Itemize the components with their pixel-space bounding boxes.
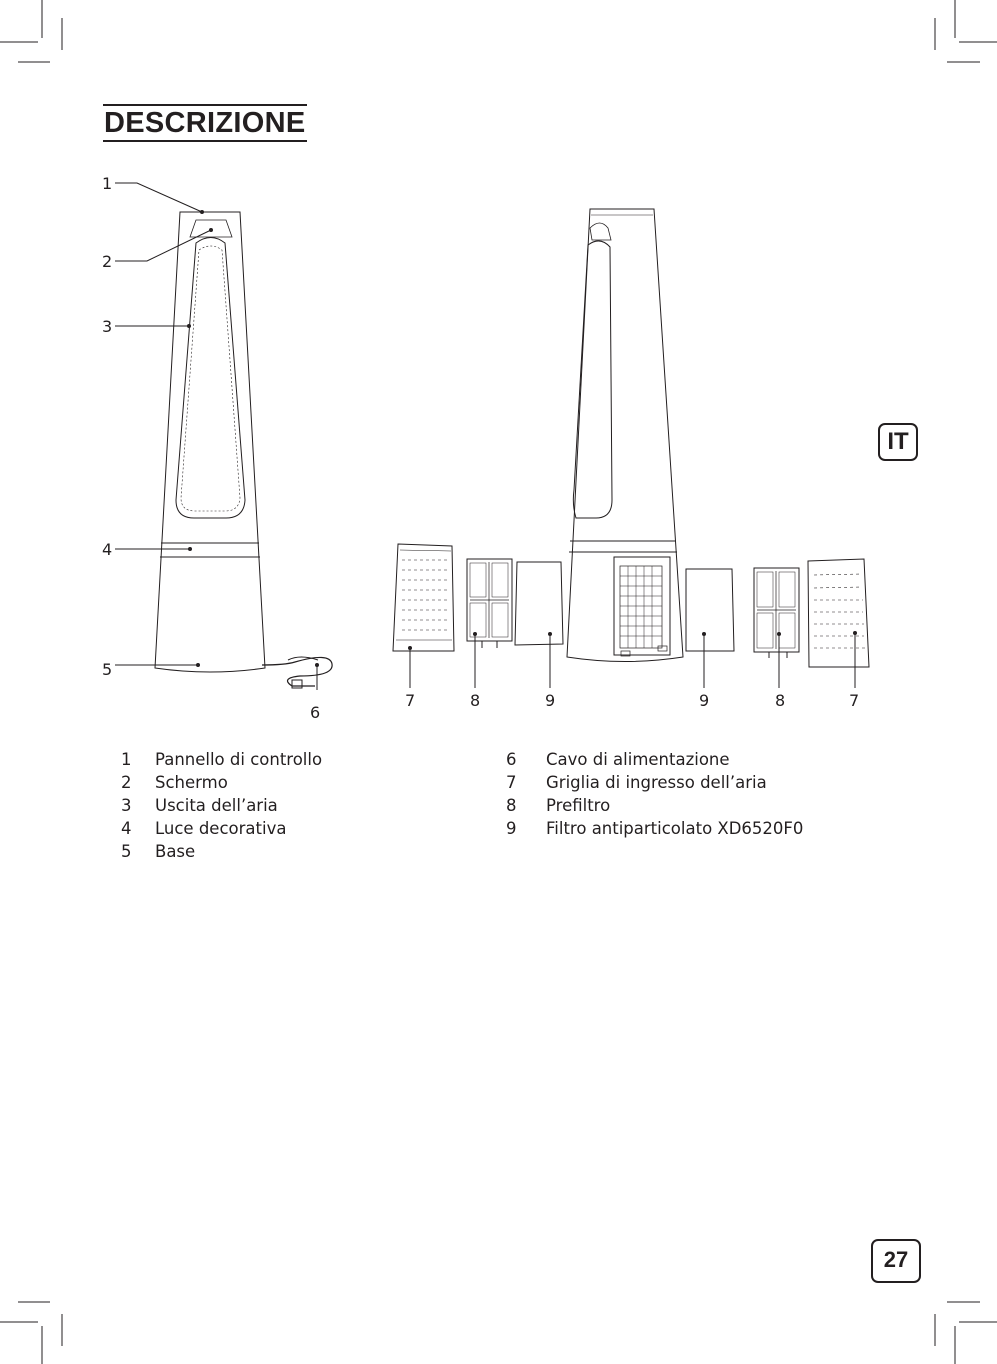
- callout-3: 3: [102, 317, 113, 336]
- intake-grille-right: [808, 559, 869, 667]
- callout-9-right: 9: [699, 691, 710, 710]
- legend-item: [506, 771, 803, 794]
- legend-number: 1: [121, 750, 132, 769]
- legend-label: Schermo: [155, 773, 228, 792]
- legend-number: 2: [121, 773, 132, 792]
- callout-4: 4: [102, 540, 113, 559]
- legend-number: 5: [121, 842, 132, 861]
- legend-right: [506, 748, 803, 840]
- callout-7-left: 7: [405, 691, 416, 710]
- particle-filter-right: [686, 569, 734, 651]
- legend-item: [121, 817, 322, 840]
- legend-number: 9: [506, 819, 517, 838]
- legend-label: Filtro antiparticolato XD6520F0: [546, 819, 804, 838]
- callout-8-left: 8: [470, 691, 481, 710]
- legend-item: [506, 748, 803, 771]
- legend-item: [506, 794, 803, 817]
- legend-number: 4: [121, 819, 132, 838]
- callout-9-left: 9: [545, 691, 556, 710]
- legend-item: [121, 748, 322, 771]
- legend-number: 3: [121, 796, 132, 815]
- legend-item: [121, 794, 322, 817]
- legend-number: 7: [506, 773, 517, 792]
- page-title: DESCRIZIONE: [103, 104, 307, 142]
- legend-left: [121, 748, 322, 863]
- prefilter-right: [754, 568, 799, 658]
- callout-5: 5: [102, 660, 113, 679]
- legend-number: 8: [506, 796, 517, 815]
- callout-8-right: 8: [775, 691, 786, 710]
- callout-7-right: 7: [849, 691, 860, 710]
- legend-label: Pannello di controllo: [155, 750, 323, 769]
- page-number: 27: [871, 1239, 921, 1283]
- language-tab: IT: [878, 423, 918, 461]
- callout-2: 2: [102, 252, 113, 271]
- legend-label: Griglia di ingresso dell’aria: [546, 773, 767, 792]
- intake-grille-left: [393, 544, 454, 651]
- tower-front-view: [155, 212, 332, 688]
- legend-item: [121, 771, 322, 794]
- legend-number: 6: [506, 750, 517, 769]
- legend-label: Uscita dell’aria: [155, 796, 278, 815]
- legend-label: Base: [155, 842, 196, 861]
- leader-dots: [187, 210, 857, 667]
- callout-6: 6: [310, 703, 321, 722]
- legend-label: Luce decorativa: [155, 819, 287, 838]
- legend-label: Cavo di alimentazione: [546, 750, 730, 769]
- callout-1: 1: [102, 174, 113, 193]
- particle-filter-left: [515, 562, 563, 645]
- legend-label: Prefiltro: [546, 796, 611, 815]
- tower-back-view: [567, 209, 683, 662]
- legend-item: [121, 840, 322, 863]
- legend-item: [506, 817, 803, 840]
